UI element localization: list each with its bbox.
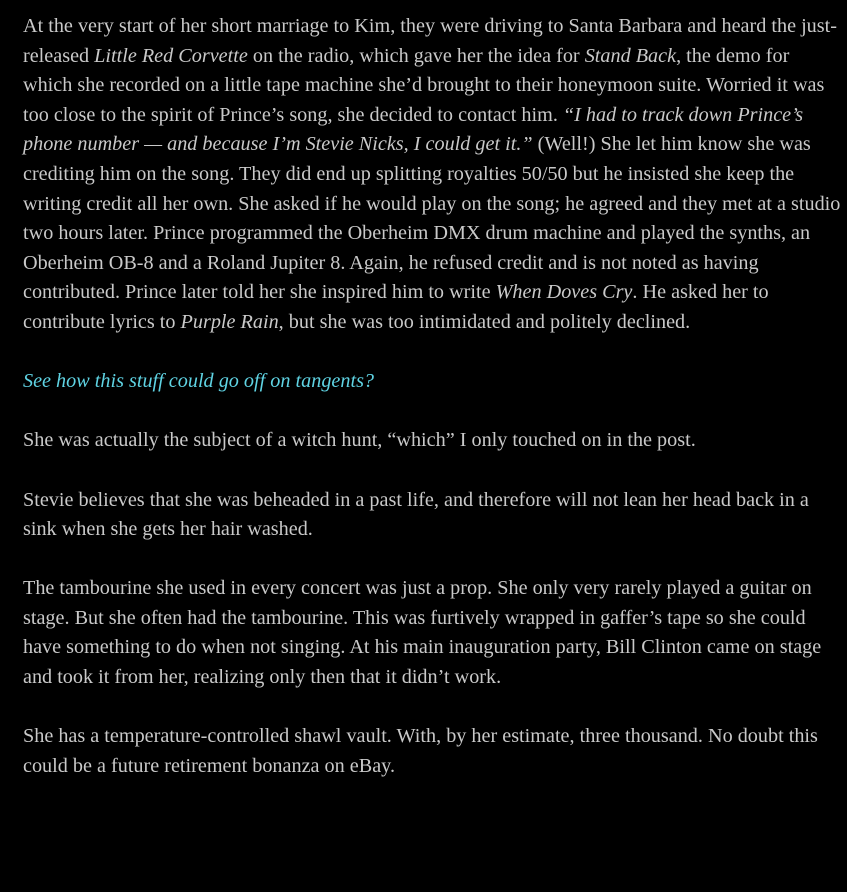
- paragraph-tambourine: The tambourine she used in every concert was just a prop. She only very rarely played a guitar on stage. But she often had the tambourine. This was furtively wrapped in gaffer’s tape so she could have something to do when not singing. At his main inauguration party, Bill Clinton came on stage and took it from her, realizing only then that it didn’t work.: [23, 577, 822, 689]
- text-run: , the demo for which she recorded on a little tape machine she’d brought to their honeymoon suite. Worried it was too close to the spirit of Prince’s song, she decided to contact him.: [23, 44, 825, 126]
- text-run: , but she was too intimidated and politely declined.: [278, 310, 691, 333]
- song-title-purple-rain: Purple Rain: [180, 310, 279, 333]
- text-run: At the very start of her short marriage to Kim, they were driving to Santa Barbara and heard the just-released: [23, 15, 837, 67]
- paragraph-prince-story: [23, 12, 843, 338]
- paragraph-witch-hunt: She was actually the subject of a witch hunt, “which” I only touched on in the post.: [23, 429, 696, 452]
- song-title-when-doves-cry: When Doves Cry: [495, 281, 633, 304]
- text-run: . He asked her to contribute lyrics to: [23, 281, 769, 333]
- song-title-stand-back: Stand Back: [584, 44, 677, 67]
- article-body: [23, 12, 843, 781]
- paragraph-past-life: Stevie believes that she was beheaded in a past life, and therefore will not lean her head back in a sink when she gets her hair washed.: [23, 488, 809, 541]
- paragraph-shawl-vault: She has a temperature-controlled shawl vault. With, by her estimate, three thousand. No doubt this could be a future retirement bonanza on eBay.: [23, 725, 818, 777]
- paragraph-tangents: [23, 367, 843, 397]
- tangents-link[interactable]: See how this stuff could go off on tangents?: [23, 370, 375, 393]
- song-title-little-red-corvette: Little Red Corvette: [94, 44, 248, 67]
- text-run: (Well!) She let him know she was crediting him on the song. They did end up splitting royalties 50/50 but he insisted she keep the writing credit all her own. She asked if he would play on the song; he agreed and they met at a studio two hours later. Prince programmed the Oberheim DMX drum machine and played the synths, an Oberheim OB-8 and a Roland Jupiter 8. Again, he refused credit and is not noted as having contributed. Prince later told her she inspired him to write: [23, 133, 841, 304]
- stevie-quote: “I had to track down Prince’s phone number — and because I’m Stevie Nicks, I could get it.”: [23, 103, 804, 156]
- text-run: on the radio, which gave her the idea for: [247, 44, 585, 67]
